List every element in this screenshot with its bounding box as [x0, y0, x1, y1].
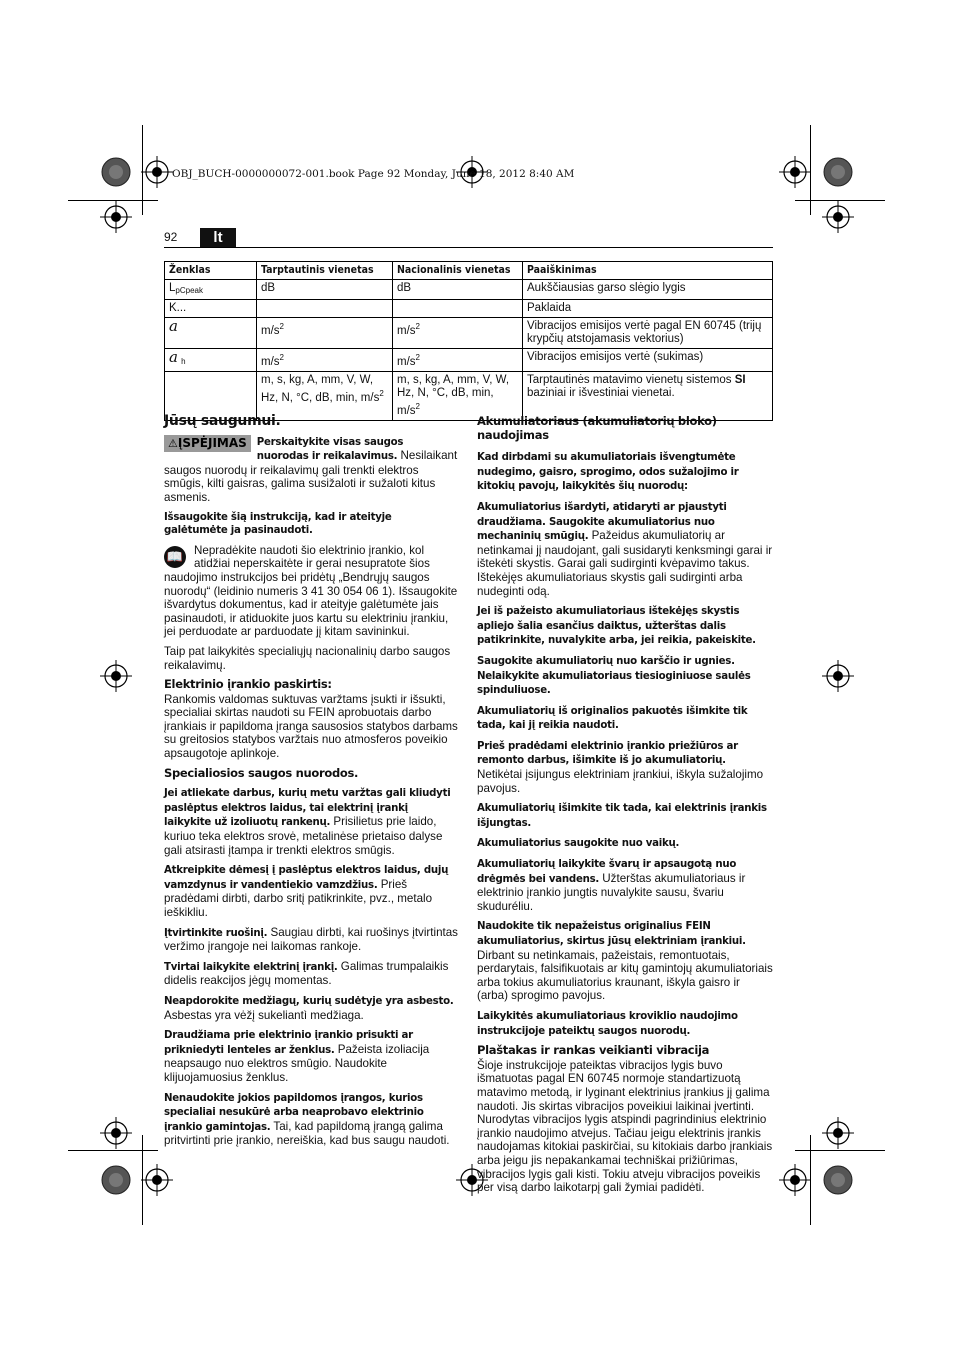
table-cell: Vibracijos emisijos vertė (sukimas) [523, 349, 773, 372]
explanation-text: baziniai ir išvestiniai vienetai. [527, 386, 675, 399]
battery-item-bold: Laikykitės akumuliatoriaus kroviklio naudojimo instrukcijoje pateiktų saugos nuorodų. [477, 1010, 738, 1037]
safety-item [164, 960, 458, 988]
safety-item-text: Prieš pradėdami dirbti, darbo sritį patikrinkite, pvz., metalo ieškikliu. [164, 877, 433, 919]
table-cell [393, 300, 523, 318]
unit: m/s [261, 355, 280, 368]
warning-text: Nesilaikant saugos nuorodų ir reikalavimų gali trenkti elektros smūgis, kilti gaisras, galima susižaloti ir sužaloti kitus asmenis. [164, 449, 458, 504]
table-header: Nacionalinis vienetas [393, 262, 523, 280]
battery-heading: Akumuliatoriaus (akumuliatorių bloko) naudojimas [477, 414, 717, 442]
vibration-heading: Plaštakas ir rankas veikianti vibracija [477, 1043, 710, 1058]
battery-item-bold: Akumuliatorių išimkite tik tada, kai elektrinis įrankis išjungtas. [477, 803, 767, 829]
warning-bold: Perskaitykite visas saugos nuorodas ir reikalavimus. [256, 436, 404, 463]
safety-item [164, 863, 458, 919]
battery-item-text: Dirbant su netinkamais, pažeistais, remontuotais, perdarytais, falsifikuotais ar kitų gamintojų akumuliatoriais arba tokius akumuliatorius kraunant, iškyla gaisro ir (arba) sprogimo pavojus. [477, 948, 773, 1003]
table-cell [523, 371, 773, 420]
table-row [165, 300, 773, 318]
table-row [165, 349, 773, 372]
unit-exponent: 2 [279, 322, 284, 331]
unit-exponent: 2 [379, 388, 384, 398]
right-column [477, 415, 773, 1201]
safety-item-bold: Draudžiama prie elektrinio įrankio prisukti ar prikniedyti lenteles ar ženklus. [164, 1030, 413, 1056]
safety-item-bold: Neapdorokite medžiagų, kurių sudėtyje yra asbesto. [164, 995, 454, 1007]
unit-list: m, s, kg, A, mm, V, W, Hz, N, °C, dB, min, m/s [397, 373, 510, 417]
warning-icon: ⚠ [168, 436, 178, 450]
table-cell: Aukščiausias garso slėgio lygis [523, 280, 773, 300]
battery-item-bold: Prieš pradėdami elektrinio įrankio priežiūros ar remonto darbus, išimkite iš jo akumuliatorių. [477, 740, 738, 767]
safety-item-bold: Tvirtai laikykite elektrinį įrankį. [164, 961, 338, 973]
special-heading: Specialiosios saugos nuorodos. [164, 765, 359, 780]
symbol: a [169, 317, 178, 335]
explanation-text: Tarptautinės matavimo vienetų sistemos [527, 373, 732, 386]
table-header: Ženklas [165, 262, 257, 280]
safety-item-bold: Atkreipkite dėmesį į paslėptus elektros laidus, dujų vamzdynus ir vandentiekio vamzdžius. [164, 865, 449, 891]
battery-item [477, 836, 773, 851]
symbol-subscript: pCpeak [175, 286, 203, 295]
safety-item [164, 1091, 458, 1148]
unit: m/s [397, 324, 416, 337]
manual-paragraph [164, 544, 458, 639]
symbol: L [169, 282, 176, 294]
battery-item [477, 857, 773, 913]
table-cell [165, 280, 257, 300]
unit: m/s [261, 324, 280, 337]
page-number: 92 [164, 230, 178, 244]
table-cell [257, 318, 393, 349]
table-row [165, 280, 773, 300]
battery-item [477, 919, 773, 1003]
table-cell [165, 318, 257, 349]
table-cell [257, 300, 393, 318]
battery-item-text: Netikėtai įsijungus elektriniam įrankiui, iškyla sužalojimo pavojus. [477, 768, 764, 795]
battery-item-bold: Akumuliatorių laikykite švarų ir apsaugotą nuo drėgmės bei vandens. [477, 859, 737, 885]
battery-item [477, 801, 773, 830]
unit-exponent: 2 [279, 353, 284, 362]
battery-item-bold: Jei iš pažeisto akumuliatoriaus ištekėjęs skystis apliejo šalia esančius daiktus, užterštas dalis patikrinkite, nuvalykite arba, jei reikia, pakeiskite. [477, 606, 756, 647]
safety-item-text: Asbestas yra vėžį sukeliantì medžiaga. [164, 1008, 364, 1022]
battery-item-bold: Kad dirbdami su akumuliatoriais išvengtumėte nudegimo, gaisro, sprogimo, odos sužalojimo ir kitokių pavojų, laikykitės šių nuorodų: [477, 452, 739, 493]
battery-item-bold: Naudokite tik nepažeistus originalius FEIN akumuliatorius, skirtus jūsų elektriniam įrankiui. [477, 921, 746, 947]
battery-item [477, 739, 773, 795]
safety-item-text: Tai, kad papildomą įrangą galima pritvirtinti prie įrankio, nereiškia, kad bus saugu naudoti. [164, 1119, 450, 1148]
table-cell [393, 371, 523, 420]
table-cell: K... [165, 300, 257, 318]
safety-item-text: Galimas trumpalaikis didelis reakcijos jėgų momentas. [164, 959, 449, 988]
battery-item [477, 654, 773, 698]
vibration-text: Šioje instrukcijoje pateiktas vibracijos lygis buvo išmatuotas pagal EN 60745 normoje standartizuotą matavimo metodą, ir lyginant elektrinius įrankius jį galima naudoti. Jis skirtas vibracijos poveikiui laikinai įvertinti. Nurodytas vibracijos lygis atspindi pagrindinius elektrinio įrankio naudojimo atvejus. Tačiau jeigu elektrinis įrankis naudojamas kitokiai paskirčiai, su kitokiais darbo įrankiais arba jeigu jis nepakankamai techniškai prižiūrimas, vibracijos lygis gali kisti. Tokiu atveju vibracijos poveikis per visą darbo laikotarpį gali žymiai padidėti. [477, 1058, 773, 1195]
unit: m/s [397, 355, 416, 368]
left-column [164, 415, 458, 1154]
warning-paragraph [164, 435, 458, 505]
read-manual-icon: 📖 [164, 546, 186, 568]
safety-item-bold: Nenaudokite jokios papildomos įrangos, kurios specialiai nesukūrė arba neaprobavo elektrinio įrankio gamintojas. [164, 1092, 424, 1133]
table-header: Paaiškinimas [523, 262, 773, 280]
table-cell [165, 349, 257, 372]
language-tag: lt [200, 228, 236, 247]
table-cell: dB [393, 280, 523, 300]
table-header-row [165, 262, 773, 280]
warning-badge [164, 435, 251, 452]
file-header: OBJ_BUCH-0000000072-001.book Page 92 Monday, June 18, 2012 8:40 AM [172, 168, 575, 180]
safety-item [164, 994, 458, 1022]
units-table [164, 261, 773, 421]
table-cell [393, 349, 523, 372]
unit-list: m, s, kg, A, mm, V, W, Hz, N, °C, dB, min, m/s [261, 373, 380, 404]
safety-item-bold: Įtvirtinkite ruošinį. [164, 927, 268, 939]
purpose-text: Rankomis valdomas suktuvas varžtams įsukti ir išsukti, specialiai skirtas naudoti su FEIN aprobuotais darbo įrankiais ir papildoma įranga sausosios statybos darbams su greitosios statybos varžtais nuo atmosferos poveikio apsaugotoje aplinkoje. [164, 692, 458, 761]
safety-item [164, 926, 458, 954]
symbol-subscript: h [181, 357, 186, 366]
battery-item [477, 604, 773, 648]
unit-exponent: 2 [415, 353, 420, 362]
battery-item-bold: Akumuliatorius išardyti, atidaryti ar pjaustyti draudžiama. Saugokite akumuliatorius nuo mechaninių smūgių. [477, 501, 727, 543]
table-cell [257, 349, 393, 372]
unit-exponent: 2 [415, 322, 420, 331]
table-cell: Vibracijos emisijos vertė pagal EN 60745 (trijų krypčių atstojamasis vektorius) [523, 318, 773, 349]
symbol: a [169, 348, 178, 366]
battery-item-bold: Akumuliatorių iš originalios pakuotės išimkite tik tada, kai jį reikia naudoti. [477, 705, 748, 732]
keep-instructions: Išsaugokite šią instrukciją, kad ir ateityje galėtumėte ja pasinaudoti. [164, 511, 392, 537]
table-cell: Paklaida [523, 300, 773, 318]
table-row [165, 318, 773, 349]
battery-item [477, 450, 773, 494]
table-cell: dB [257, 280, 393, 300]
battery-item [477, 500, 773, 598]
battery-item-text: Pažeidus akumuliatorių ar netinkamai jį naudojant, gali susidaryti kenksmingi garai ir ištekėti skystis. Garai gali sudirginti kvėpavimo takus. Ištekėjęs akumuliatoriaus skystis gali sudirginti arba nudeginti odą. [477, 529, 773, 598]
header-rule [164, 247, 773, 248]
safety-item-text: Saugiau dirbti, kai ruošinys įtvirtintas veržimo įrangoje nei laikomas rankoje. [164, 925, 458, 954]
safety-item-text: Prisilietus prie laido, kuriuo teka elektros srovė, metalinėse prietaiso dalyse gali atsirasti įtampa ir trenkti elektros smūgis. [164, 815, 443, 857]
battery-item [477, 1009, 773, 1038]
battery-item-text: Užterštas akumuliatoriaus ir elektrinio įrankio jungtis nuvalykite sausu, švariu skuduréliu. [477, 871, 746, 913]
manual-text: Nepradėkite naudoti šio elektrinio įrankio, kol atidžiai neperskaitėte ir gerai nesupratote šios naudojimo instrukcijos bei pridėtų „Bendrųjų saugos nuorodų“ (leidinio numeris 3 41 30 054 06 1). Išsaugokite išvardytus dokumentus, kad ir ateityje galėtumėte jais pasinaudoti, ir atiduokite juos kartu su elektriniu įrankiu, jei perduodate ar parduodate jį kitam savininkui. [164, 543, 458, 639]
safety-item [164, 786, 458, 857]
safety-item-bold: Jei atliekate darbus, kurių metu varžtas gali kliudyti paslėptus elektros laidus, tai elektrinį įrankį laikykite už izoliuotų rankenų. [164, 788, 451, 829]
national-paragraph: Taip pat laikykitės specialiųjų nacionalinių darbo saugos reikalavimų. [164, 644, 451, 672]
battery-item-bold: Saugokite akumuliatorių nuo karščio ir ugnies. Nelaikykite akumuliatoriaus tiesioginiuose saulės spinduliuose. [477, 655, 751, 697]
purpose-heading: Elektrinio įrankio paskirtis: [164, 677, 332, 692]
section-title: Jūsų saugumui. [164, 413, 281, 429]
unit-exponent: 2 [415, 401, 420, 411]
battery-item-bold: Akumuliatorius saugokite nuo vaikų. [477, 838, 680, 850]
explanation-bold: SI [734, 373, 746, 386]
safety-item [164, 1028, 458, 1084]
safety-item-text: Pažeista izoliacija neapsaugo nuo elektros smūgio. Naudokite klijuojamuosius ženklus. [164, 1042, 430, 1084]
battery-item [477, 704, 773, 733]
warning-label: ĮSPĖJIMAS [177, 435, 247, 450]
table-cell [393, 318, 523, 349]
table-header: Tarptautinis vienetas [257, 262, 393, 280]
